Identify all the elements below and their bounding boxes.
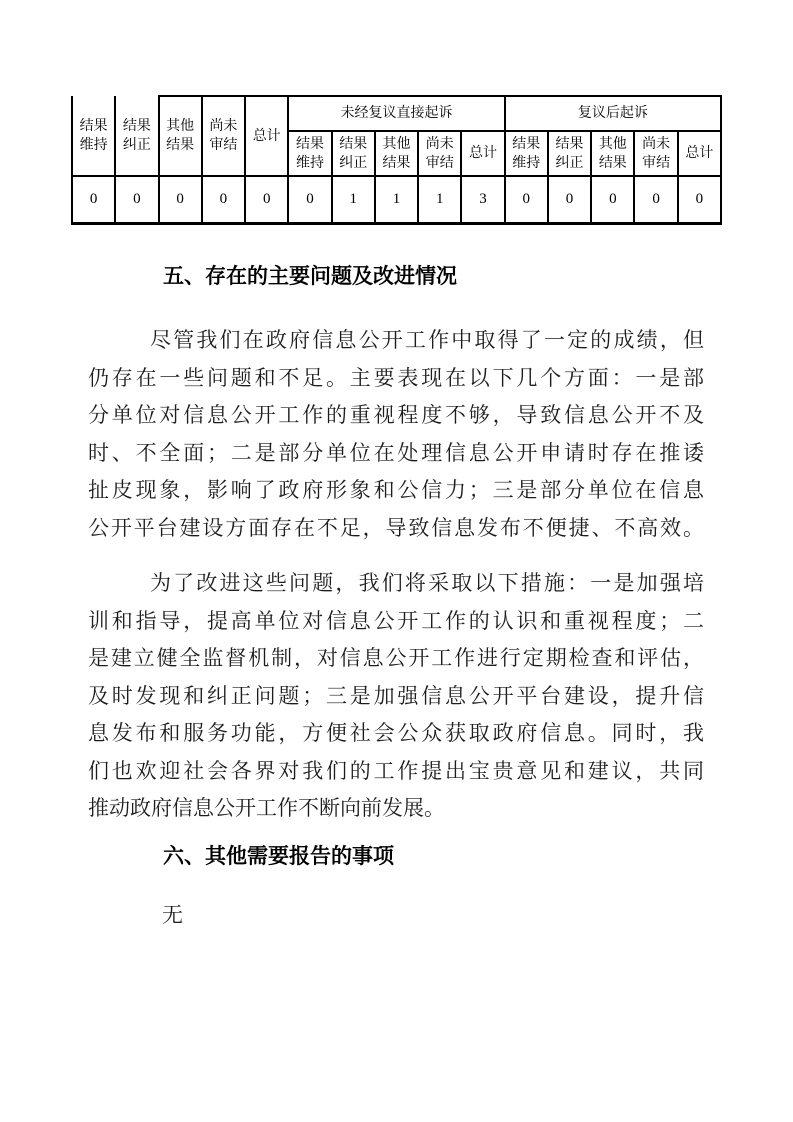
header-line: 审结 xyxy=(425,155,454,171)
header-line: 总计 xyxy=(685,146,714,161)
text-line: 时、不全面；二是部分单位在处理信息公开申请时存在推诿 xyxy=(88,440,704,465)
header-line: 尚未 xyxy=(425,136,454,152)
header-line: 其他 xyxy=(382,136,411,152)
header-not-concluded xyxy=(202,96,245,176)
header-not-concluded xyxy=(418,131,461,176)
value-cell: 0 xyxy=(634,176,677,224)
text-line: 为了改进这些问题，我们将采取以下措施：一是加强培 xyxy=(150,571,704,595)
header-line: 其他 xyxy=(598,136,627,152)
group-header-lawsuit-after-review: 复议后起诉 xyxy=(505,96,721,131)
header-other-result xyxy=(375,131,418,176)
header-line: 其他 xyxy=(166,119,195,134)
text-line: 扯皮现象，影响了政府形象和公信力；三是部分单位在信息 xyxy=(88,478,704,502)
value-cell: 1 xyxy=(332,176,375,224)
value-cell: 0 xyxy=(115,176,158,224)
value-cell: 1 xyxy=(418,176,461,224)
text-line: 无 xyxy=(162,903,183,927)
header-line: 纠正 xyxy=(555,155,584,171)
header-line: 维持 xyxy=(79,137,108,153)
header-line: 结果 xyxy=(598,155,627,171)
header-other-result xyxy=(591,131,634,176)
paragraph-improvement-measures xyxy=(88,565,704,828)
header-line: 尚未 xyxy=(642,136,671,152)
text-line: 尽管我们在政府信息公开工作中取得了一定的成绩，但 xyxy=(150,328,704,352)
header-result-corrected xyxy=(115,96,158,176)
header-line: 尚未 xyxy=(209,119,238,134)
table-header-row-top xyxy=(72,96,721,131)
value-cell: 0 xyxy=(505,176,548,224)
header-line: 结果 xyxy=(166,138,195,153)
header-line: 结果 xyxy=(512,136,541,152)
header-not-concluded xyxy=(634,131,677,176)
text-line: 及时发现和纠正问题；三是加强信息公开平台建设，提升信 xyxy=(88,683,704,708)
header-line: 纠正 xyxy=(339,155,368,171)
text-line: 公开平台建设方面存在不足，导致信息发布不便捷、不高效。 xyxy=(88,515,704,540)
header-line: 结果 xyxy=(79,118,108,134)
header-line: 结果 xyxy=(555,136,584,152)
header-line: 结果 xyxy=(339,136,368,152)
header-total xyxy=(461,131,504,176)
header-line: 总计 xyxy=(469,146,498,161)
text-line: 息发布和服务功能，方便社会公众获取政府信息。同时，我 xyxy=(88,721,704,745)
paragraph-problems xyxy=(88,322,704,547)
value-cell: 0 xyxy=(678,176,721,224)
header-line: 结果 xyxy=(382,155,411,171)
group-header-direct-lawsuit: 未经复议直接起诉 xyxy=(288,96,504,131)
value-cell: 0 xyxy=(72,176,115,224)
text-line: 训和指导，提高单位对信息公开工作的认识和重视程度；二 xyxy=(88,608,704,633)
header-result-upheld xyxy=(505,131,548,176)
header-line: 审结 xyxy=(209,138,238,153)
header-line: 维持 xyxy=(512,155,541,171)
table-data-row xyxy=(72,176,721,224)
header-result-upheld xyxy=(288,131,331,176)
value-cell: 0 xyxy=(202,176,245,224)
lawsuit-statistics-table xyxy=(71,95,722,225)
text-line: 们也欢迎社会各界对我们的工作提出宝贵意见和建议，共同 xyxy=(88,758,704,783)
header-result-corrected xyxy=(332,131,375,176)
header-line: 审结 xyxy=(642,155,671,171)
header-result-corrected xyxy=(548,131,591,176)
text-line: 分单位对信息公开工作的重视程度不够，导致信息公开不及 xyxy=(88,403,704,427)
value-cell: 0 xyxy=(288,176,331,224)
value-cell: 3 xyxy=(461,176,504,224)
header-total xyxy=(678,131,721,176)
header-line: 纠正 xyxy=(122,137,151,153)
section-heading-other-matters: 六、其他需要报告的事项 xyxy=(163,845,394,868)
text-line: 仍存在一些问题和不足。主要表现在以下几个方面：一是部 xyxy=(88,365,704,390)
header-total xyxy=(245,96,288,176)
header-line: 总计 xyxy=(252,128,281,144)
value-cell: 0 xyxy=(245,176,288,224)
text-line: 推动政府信息公开工作不断向前发展。 xyxy=(88,796,445,820)
value-cell: 0 xyxy=(591,176,634,224)
paragraph-none xyxy=(88,897,704,935)
value-cell: 0 xyxy=(159,176,202,224)
header-other-result xyxy=(159,96,202,176)
header-result-upheld xyxy=(72,96,115,176)
section-heading-problems-improvements: 五、存在的主要问题及改进情况 xyxy=(163,265,457,288)
value-cell: 1 xyxy=(375,176,418,224)
text-line: 是建立健全监督机制，对信息公开工作进行定期检查和评估， xyxy=(88,646,704,670)
header-line: 维持 xyxy=(295,155,324,171)
header-line: 结果 xyxy=(295,136,324,152)
value-cell: 0 xyxy=(548,176,591,224)
header-line: 结果 xyxy=(122,118,151,134)
